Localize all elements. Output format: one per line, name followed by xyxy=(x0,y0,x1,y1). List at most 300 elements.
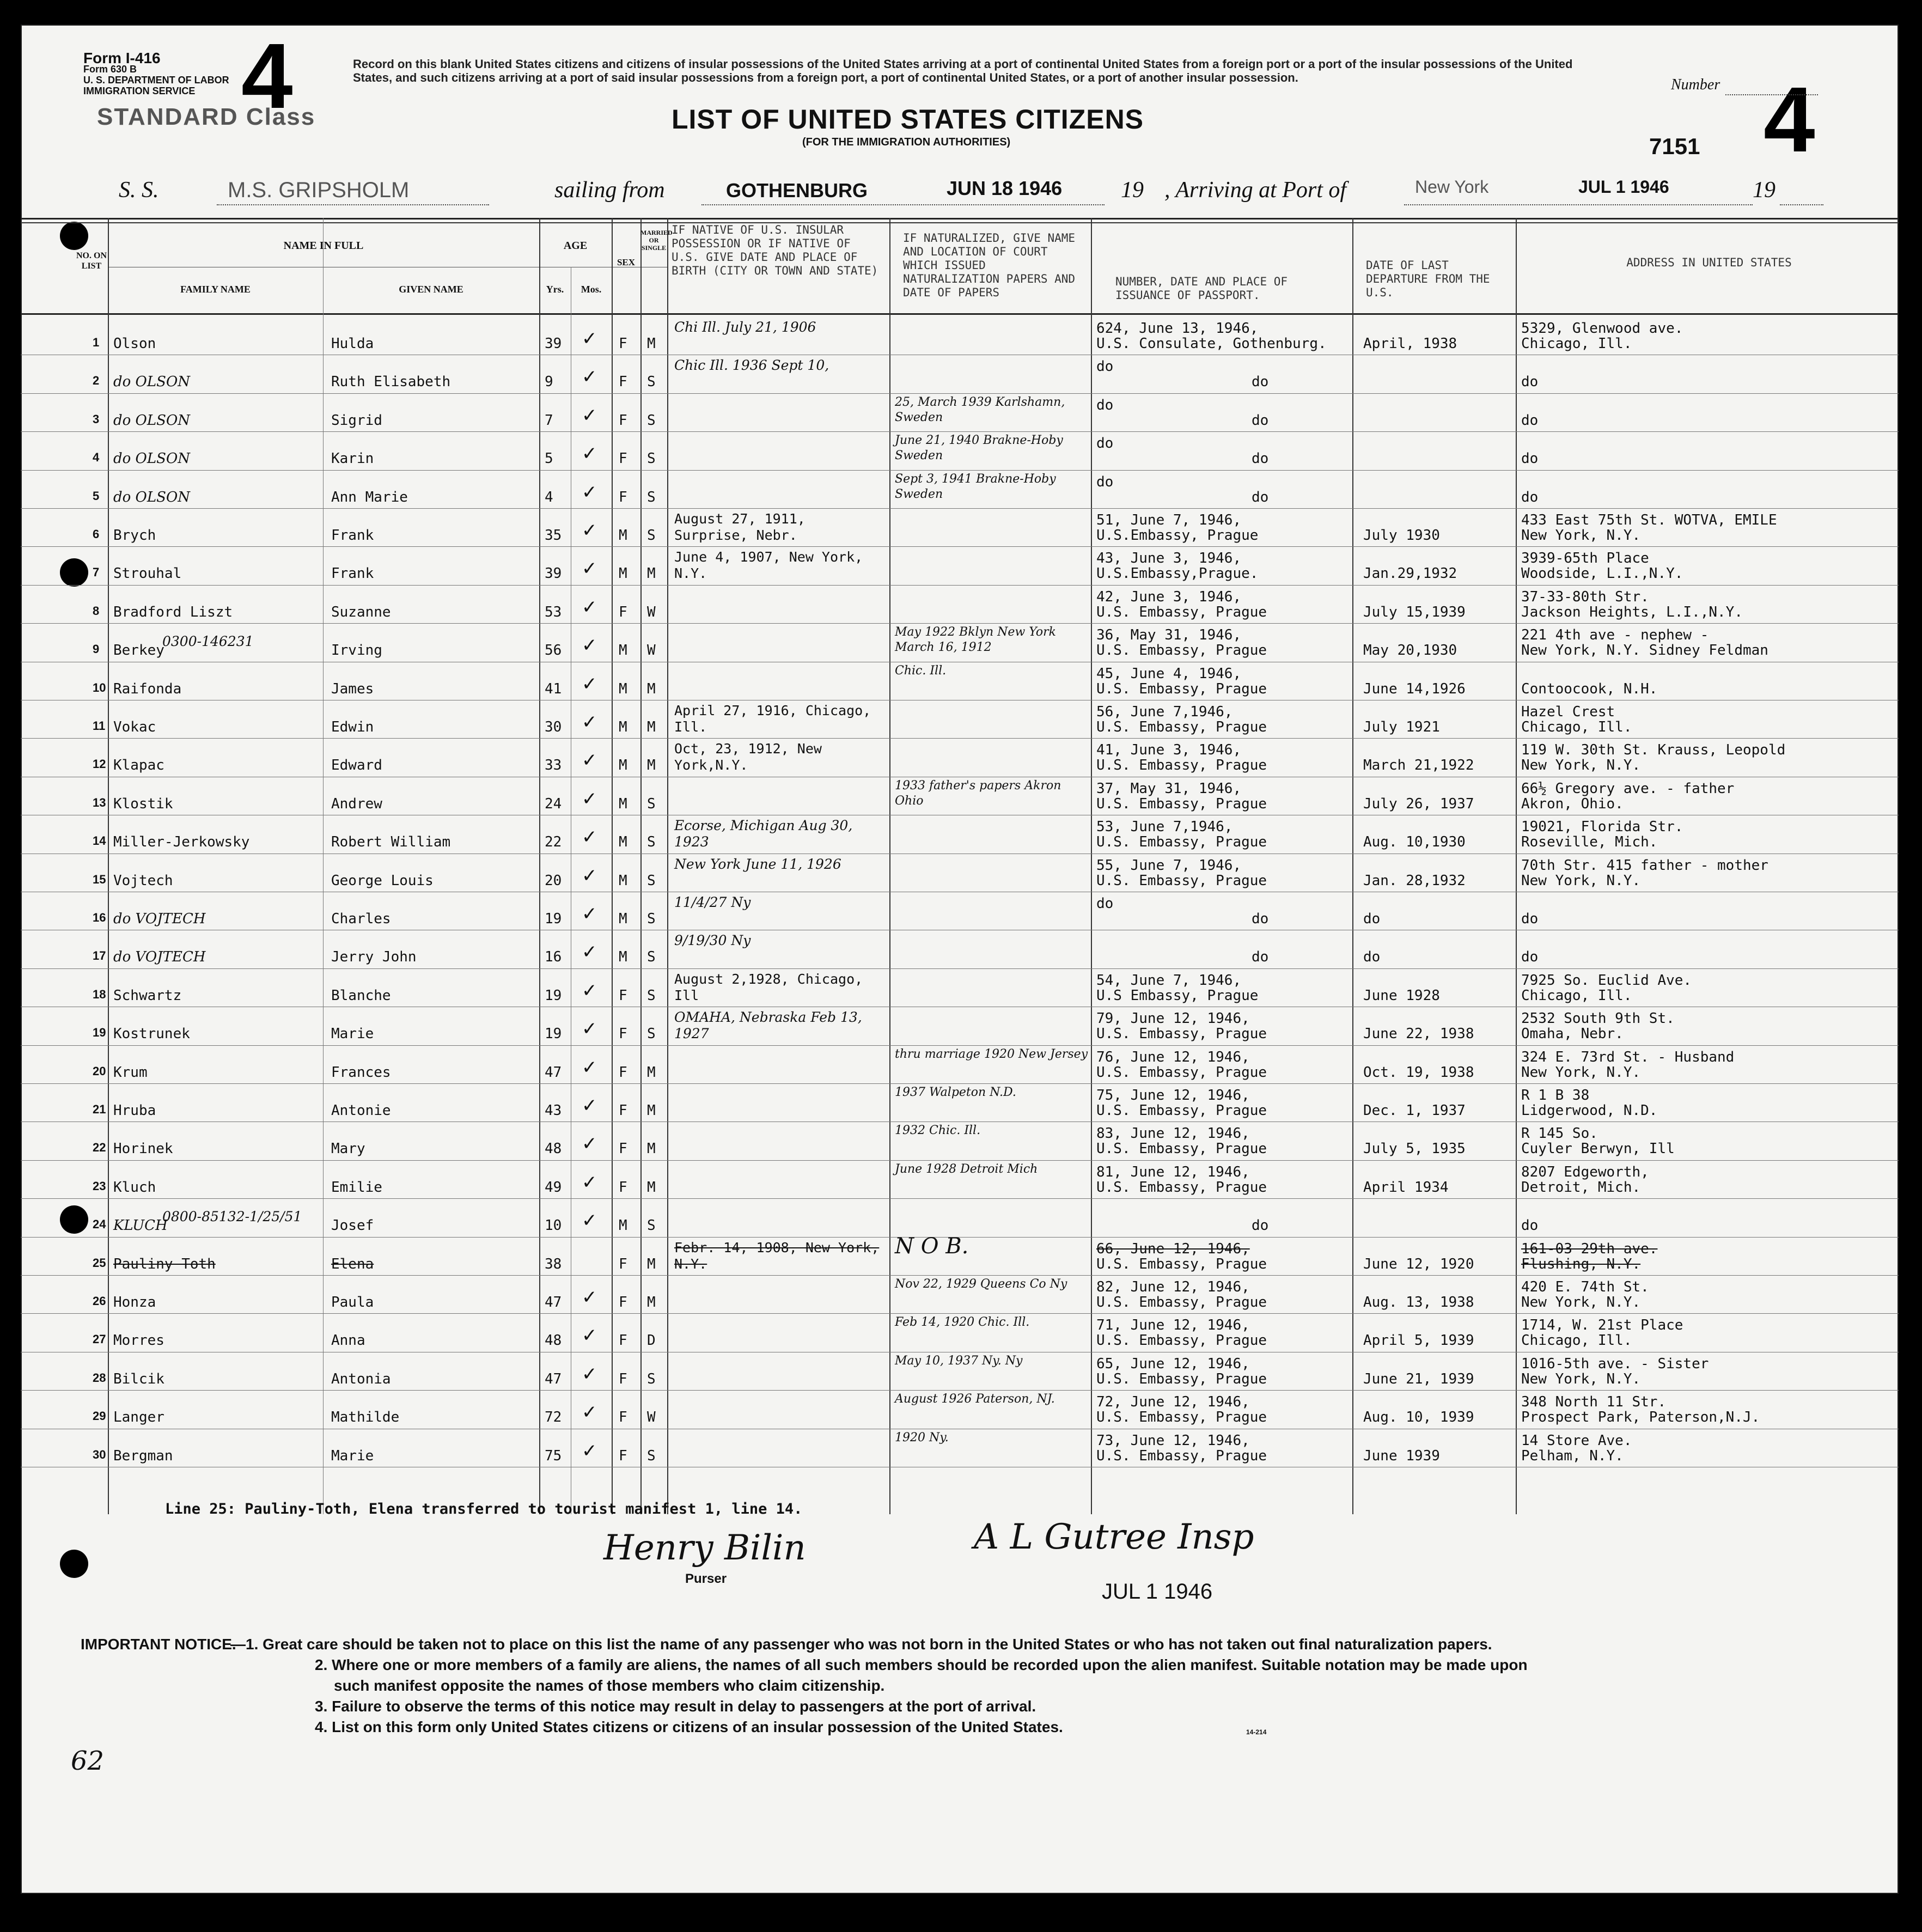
check-mark-icon: ✓ xyxy=(582,864,597,887)
cell-address-line2: Akron, Ohio. xyxy=(1521,795,1624,812)
cell-family: Krum xyxy=(113,1064,148,1081)
col-age: AGE xyxy=(563,240,588,252)
col-naturalized: IF NATURALIZED, GIVE NAME AND LOCATION OF COURT WHICH ISSUED NATURALIZATION PAPERS AND DATE OF PAPERS xyxy=(903,231,1076,299)
cell-address-line2: Omaha, Nebr. xyxy=(1521,1026,1624,1043)
row-number: 21 xyxy=(93,1102,106,1116)
cell-given: Jerry John xyxy=(331,949,417,966)
row-number: 20 xyxy=(93,1064,106,1078)
cell-sex: F xyxy=(619,987,627,1004)
sailing-from-label: sailing from xyxy=(554,178,665,203)
cell-family: Brych xyxy=(113,527,156,544)
cell-address-line1: 420 E. 74th St. xyxy=(1521,1279,1649,1295)
cell-departure: Aug. 13, 1938 xyxy=(1363,1294,1474,1311)
cell-passport-place: U.S Embassy, Prague xyxy=(1096,987,1259,1004)
cell-yrs: 48 xyxy=(545,1141,562,1157)
cell-address-line1: do xyxy=(1521,374,1539,391)
cell-passport-place: U.S. Embassy, Prague xyxy=(1096,834,1267,851)
cell-family: do OLSON xyxy=(113,489,191,505)
row-number: 15 xyxy=(93,872,106,886)
check-mark-icon: ✓ xyxy=(582,1171,597,1193)
cell-family: Hruba xyxy=(113,1102,156,1119)
table-row xyxy=(21,700,1899,739)
cell-family: Langer xyxy=(113,1409,164,1426)
cell-departure: June 12, 1920 xyxy=(1363,1256,1474,1272)
inspector-signature: A L Gutree Insp xyxy=(974,1517,1254,1557)
notice-item: 4. List on this form only United States citizens or citizens of an insular possession of the United States. xyxy=(315,1718,1063,1735)
cell-passport-number: do xyxy=(1096,397,1114,413)
cell-departure: Aug. 10,1930 xyxy=(1363,834,1466,851)
cell-sex: M xyxy=(619,680,627,697)
cell-passport-place: U.S. Embassy, Prague xyxy=(1096,1256,1267,1272)
cell-address-line1: 161-03 29th ave. xyxy=(1521,1240,1658,1257)
form-id xyxy=(83,50,229,96)
cell-birth: 0300-146231 xyxy=(162,633,254,650)
table-row xyxy=(21,586,1899,624)
cell-birth: Chic Ill. 1936 Sept 10, xyxy=(674,357,829,374)
cell-ms: D xyxy=(647,1332,656,1349)
cell-address-line1: 119 W. 30th St. Krauss, Leopold xyxy=(1521,742,1786,759)
cell-sex: M xyxy=(619,642,627,659)
table-row xyxy=(21,1084,1899,1122)
cell-family: do VOJTECH xyxy=(113,911,206,927)
cell-family: Pauliny Toth xyxy=(113,1256,216,1272)
cell-passport-place: do xyxy=(1252,911,1269,927)
cell-birth: August 27, 1911, Surprise, Nebr. xyxy=(674,511,806,543)
cell-ms: S xyxy=(647,834,656,851)
form-id-line: Form 630 B xyxy=(83,64,137,75)
cell-sex: F xyxy=(619,489,627,505)
year-prefix-2: 19 xyxy=(1753,178,1775,203)
cell-birth: April 27, 1916, Chicago, Ill. xyxy=(674,703,871,735)
check-mark-icon: ✓ xyxy=(582,826,597,849)
cell-given: Mary xyxy=(331,1141,365,1157)
table-row xyxy=(21,1199,1899,1237)
cell-passport-place: U.S. Embassy, Prague xyxy=(1096,795,1267,812)
number-value: 7151 xyxy=(1649,133,1700,159)
cell-passport-number: 36, May 31, 1946, xyxy=(1096,627,1242,644)
cell-family: Miller-Jerkowsky xyxy=(113,834,250,851)
cell-ms: M xyxy=(647,1294,656,1311)
cell-passport-number: 45, June 4, 1946, xyxy=(1096,665,1242,682)
row-number: 12 xyxy=(93,757,106,771)
cell-given: Andrew xyxy=(331,795,382,812)
table-row xyxy=(21,930,1899,968)
cell-passport-place: U.S. Embassy, Prague xyxy=(1096,1294,1267,1311)
cell-birth: 9/19/30 Ny xyxy=(674,933,751,949)
row-number: 13 xyxy=(93,795,106,809)
cell-passport-number: 65, June 12, 1946, xyxy=(1096,1355,1250,1372)
purser-signature: Henry Bilin xyxy=(603,1528,806,1568)
cell-passport-number: 76, June 12, 1946, xyxy=(1096,1049,1250,1065)
cell-passport-number: 51, June 7, 1946, xyxy=(1096,512,1242,528)
cell-ms: S xyxy=(647,412,656,429)
cell-yrs: 19 xyxy=(545,987,562,1004)
cell-passport-place: do xyxy=(1252,374,1269,391)
cell-passport-number: 55, June 7, 1946, xyxy=(1096,857,1242,874)
cell-departure: June 1928 xyxy=(1363,987,1440,1004)
cell-birth: 11/4/27 Ny xyxy=(674,894,751,910)
cell-birth: OMAHA, Nebraska Feb 13, 1927 xyxy=(674,1009,862,1042)
arriving-label: , Arriving at Port of xyxy=(1164,178,1347,203)
cell-birth: Febr. 14, 1908, New York, N.Y. xyxy=(674,1239,880,1272)
table-row xyxy=(21,394,1899,432)
cell-passport-number: 54, June 7, 1946, xyxy=(1096,972,1242,989)
row-number: 14 xyxy=(93,834,106,848)
cell-passport-number: 81, June 12, 1946, xyxy=(1096,1163,1250,1180)
form-id-line: U. S. DEPARTMENT OF LABOR xyxy=(83,75,229,86)
cell-naturalization: 25, March 1939 Karlshamn, Sweden xyxy=(895,395,1065,424)
cell-passport-number: 41, June 3, 1946, xyxy=(1096,742,1242,759)
cell-given: Karin xyxy=(331,450,374,467)
row-number: 8 xyxy=(93,604,100,618)
cell-given: Robert William xyxy=(331,834,451,851)
cell-given: Edward xyxy=(331,757,382,774)
cell-address-line1: 37-33-80th Str. xyxy=(1521,588,1649,605)
cell-address-line1: R 1 B 38 xyxy=(1521,1087,1590,1104)
cell-birth: Chi Ill. July 21, 1906 xyxy=(674,319,816,335)
check-mark-icon: ✓ xyxy=(582,328,597,350)
row-number: 11 xyxy=(93,719,106,733)
cell-yrs: 39 xyxy=(545,565,562,582)
table-row xyxy=(21,892,1899,930)
cell-passport-number: 56, June 7,1946, xyxy=(1096,704,1233,720)
cell-given: Ruth Elisabeth xyxy=(331,374,451,391)
cell-passport-place: U.S. Embassy, Prague xyxy=(1096,1370,1267,1387)
cell-passport-place: U.S. Embassy, Prague xyxy=(1096,1332,1267,1349)
cell-yrs: 47 xyxy=(545,1294,562,1311)
punch-hole xyxy=(60,1550,88,1578)
page-mark: 62 xyxy=(71,1746,105,1776)
notice-item: such manifest opposite the names of those members who claim citizenship. xyxy=(334,1677,885,1694)
cell-address-line2: New York, N.Y. xyxy=(1521,527,1641,544)
cell-departure: July 5, 1935 xyxy=(1363,1141,1466,1157)
cell-ms: M xyxy=(647,1256,656,1272)
check-mark-icon: ✓ xyxy=(582,366,597,388)
table-row xyxy=(21,317,1899,355)
col-departure: DATE OF LAST DEPARTURE FROM THE U.S. xyxy=(1366,259,1490,299)
cell-given: Irving xyxy=(331,642,382,659)
cell-sex: F xyxy=(619,1332,627,1349)
cell-address-line2: Woodside, L.I.,N.Y. xyxy=(1521,565,1683,582)
col-given-name: GIVEN NAME xyxy=(399,284,463,295)
table-row xyxy=(21,624,1899,662)
form-id-line: IMMIGRATION SERVICE xyxy=(83,86,196,96)
table-row xyxy=(21,854,1899,892)
cell-address-line1: 7925 So. Euclid Ave. xyxy=(1521,972,1692,989)
table-row xyxy=(21,739,1899,777)
cell-family: do OLSON xyxy=(113,450,191,467)
cell-departure: May 20,1930 xyxy=(1363,642,1457,659)
form-number: 14-214 xyxy=(1246,1728,1267,1736)
cell-birth: New York June 11, 1926 xyxy=(674,856,841,872)
cell-family: Morres xyxy=(113,1332,164,1349)
cell-family: Vojtech xyxy=(113,872,173,889)
cell-yrs: 4 xyxy=(545,489,553,505)
cell-sex: F xyxy=(619,1294,627,1311)
cell-address-line1: Hazel Crest xyxy=(1521,704,1615,720)
cell-address-line2: New York, N.Y. xyxy=(1521,872,1641,889)
cell-passport-place: U.S. Embassy, Prague xyxy=(1096,1026,1267,1043)
cell-passport-number: 42, June 3, 1946, xyxy=(1096,588,1242,605)
cell-passport-place: U.S. Embassy, Prague xyxy=(1096,872,1267,889)
cell-given: George Louis xyxy=(331,872,434,889)
cell-birth: June 4, 1907, New York, N.Y. xyxy=(674,549,863,582)
cell-address-line2: Roseville, Mich. xyxy=(1521,834,1658,851)
form-id-line: Form I-416 xyxy=(83,50,161,66)
cell-passport-place: U.S. Embassy, Prague xyxy=(1096,680,1267,697)
check-mark-icon: ✓ xyxy=(582,941,597,964)
table-row xyxy=(21,471,1899,509)
cell-passport-number: 71, June 12, 1946, xyxy=(1096,1317,1250,1334)
cell-family: Raifonda xyxy=(113,680,182,697)
cell-ms: S xyxy=(647,1217,656,1234)
cell-birth: Oct, 23, 1912, New York,N.Y. xyxy=(674,741,822,773)
cell-passport-number: 624, June 13, 1946, xyxy=(1096,320,1259,337)
cell-address-line2: New York, N.Y. xyxy=(1521,757,1641,774)
cell-given: Frank xyxy=(331,565,374,582)
preamble: Record on this blank United States citizens and citizens of insular possessions of the United States arriving at a port of continental United States from a foreign port or a port of the insular possessions of the United States, and such citizens arriving at a port of said insular possessions from a foreign port, a port of continental United States, or a port of another insular possession. xyxy=(353,57,1573,84)
cell-address-line2: Chicago, Ill. xyxy=(1521,1332,1632,1349)
col-address: ADDRESS IN UNITED STATES xyxy=(1626,256,1792,269)
cell-ms: S xyxy=(647,949,656,966)
cell-address-line1: 221 4th ave - nephew - xyxy=(1521,627,1709,644)
cell-passport-number: do xyxy=(1096,895,1114,912)
cell-ms: M xyxy=(647,719,656,735)
cell-yrs: 19 xyxy=(545,911,562,927)
cell-ms: W xyxy=(647,604,656,620)
cell-passport-place: do xyxy=(1252,489,1269,505)
cell-passport-number: 82, June 12, 1946, xyxy=(1096,1279,1250,1295)
cell-passport-place: do xyxy=(1252,1217,1269,1234)
cell-departure: April, 1938 xyxy=(1363,336,1457,352)
class-stamp: STANDARD Class xyxy=(97,103,316,130)
table-row xyxy=(21,1007,1899,1045)
cell-sex: F xyxy=(619,1447,627,1464)
cell-address-line1: do xyxy=(1521,412,1539,429)
cell-naturalization: N O B. xyxy=(895,1233,969,1259)
cell-passport-number: do xyxy=(1096,358,1114,375)
cell-given: Elena xyxy=(331,1256,374,1272)
cell-ms: S xyxy=(647,1026,656,1043)
cell-ms: S xyxy=(647,489,656,505)
table-row xyxy=(21,777,1899,815)
col-no-on-list: NO. ON LIST xyxy=(76,251,107,271)
cell-given: Emilie xyxy=(331,1179,382,1196)
row-number: 23 xyxy=(93,1179,106,1193)
row-number: 18 xyxy=(93,987,106,1001)
cell-departure: Aug. 10, 1939 xyxy=(1363,1409,1474,1426)
cell-ms: S xyxy=(647,872,656,889)
cell-yrs: 35 xyxy=(545,527,562,544)
cell-yrs: 48 xyxy=(545,1332,562,1349)
cell-yrs: 24 xyxy=(545,795,562,812)
cell-naturalization: 1932 Chic. Ill. xyxy=(895,1124,981,1138)
big-number-left: 4 xyxy=(241,25,293,128)
cell-naturalization: Feb 14, 1920 Chic. Ill. xyxy=(895,1315,1030,1330)
cell-yrs: 10 xyxy=(545,1217,562,1234)
purser-label: Purser xyxy=(685,1571,727,1586)
cell-given: Paula xyxy=(331,1294,374,1311)
row-number: 22 xyxy=(93,1141,106,1155)
cell-passport-number: 73, June 12, 1946, xyxy=(1096,1432,1250,1449)
row-number: 6 xyxy=(93,527,100,541)
cell-yrs: 39 xyxy=(545,336,562,352)
cell-naturalization: Nov 22, 1929 Queens Co Ny xyxy=(895,1277,1067,1291)
cell-sex: F xyxy=(619,1064,627,1081)
cell-yrs: 47 xyxy=(545,1064,562,1081)
cell-passport-number: 72, June 12, 1946, xyxy=(1096,1394,1250,1411)
cell-family: Bilcik xyxy=(113,1370,164,1387)
cell-family: Strouhal xyxy=(113,565,182,582)
cell-sex: M xyxy=(619,872,627,889)
page-title: LIST OF UNITED STATES CITIZENS xyxy=(672,104,1144,135)
cell-given: Anna xyxy=(331,1332,365,1349)
cell-yrs: 30 xyxy=(545,719,562,735)
col-mos: Mos. xyxy=(581,284,602,295)
cell-naturalization: Sept 3, 1941 Brakne-Hoby Sweden xyxy=(895,472,1056,501)
cell-given: Charles xyxy=(331,911,391,927)
row-number: 28 xyxy=(93,1370,106,1385)
cell-yrs: 38 xyxy=(545,1256,562,1272)
cell-ms: W xyxy=(647,1409,656,1426)
cell-naturalization: August 1926 Paterson, NJ. xyxy=(895,1392,1055,1406)
cell-address-line1: 433 East 75th St. WOTVA, EMILE xyxy=(1521,512,1777,528)
cell-given: Frances xyxy=(331,1064,391,1081)
table-row xyxy=(21,1276,1899,1314)
cell-departure: Jan. 28,1932 xyxy=(1363,872,1466,889)
cell-passport-number: 37, May 31, 1946, xyxy=(1096,780,1242,797)
cell-passport-place: U.S. Consulate, Gothenburg. xyxy=(1096,336,1327,352)
cell-yrs: 22 xyxy=(545,834,562,851)
cell-sex: M xyxy=(619,1217,627,1234)
cell-ms: S xyxy=(647,795,656,812)
cell-departure: do xyxy=(1363,949,1381,966)
check-mark-icon: ✓ xyxy=(582,1095,597,1117)
cell-sex: F xyxy=(619,450,627,467)
cell-passport-place: U.S. Embassy, Prague xyxy=(1096,1179,1267,1196)
cell-family: Klostik xyxy=(113,795,173,812)
col-name-in-full: NAME IN FULL xyxy=(283,240,364,252)
cell-given: James xyxy=(331,680,374,697)
cell-sex: M xyxy=(619,795,627,812)
cell-address-line1: do xyxy=(1521,949,1539,966)
cell-passport-place: U.S.Embassy,Prague. xyxy=(1096,565,1259,582)
table-row xyxy=(21,509,1899,547)
cell-address-line2: Chicago, Ill. xyxy=(1521,336,1632,352)
table-row xyxy=(21,1233,1899,1276)
check-mark-icon: ✓ xyxy=(582,1210,597,1232)
col-family-name: FAMILY NAME xyxy=(180,284,251,295)
cell-address-line1: 348 North 11 Str. xyxy=(1521,1394,1667,1411)
cell-ms: M xyxy=(647,1141,656,1157)
cell-given: Hulda xyxy=(331,336,374,352)
cell-sex: F xyxy=(619,1026,627,1043)
table-row xyxy=(21,662,1899,700)
check-mark-icon: ✓ xyxy=(582,1401,597,1424)
cell-address-line1: do xyxy=(1521,489,1539,505)
row-number: 7 xyxy=(93,565,100,580)
cell-given: Marie xyxy=(331,1447,374,1464)
cell-departure: July 1930 xyxy=(1363,527,1440,544)
cell-ms: M xyxy=(647,565,656,582)
cell-passport-place: U.S. Embassy, Prague xyxy=(1096,1409,1267,1426)
cell-passport-place: do xyxy=(1252,450,1269,467)
cell-yrs: 75 xyxy=(545,1447,562,1464)
cell-address-line1: 2532 South 9th St. xyxy=(1521,1010,1675,1027)
cell-address-line2: Flushing, N.Y. xyxy=(1521,1256,1641,1272)
cell-sex: F xyxy=(619,1179,627,1196)
cell-passport-place: do xyxy=(1252,412,1269,429)
check-mark-icon: ✓ xyxy=(582,558,597,580)
cell-address-line1: 3939-65th Place xyxy=(1521,550,1649,567)
cell-yrs: 53 xyxy=(545,604,562,620)
check-mark-icon: ✓ xyxy=(582,673,597,695)
table-row xyxy=(21,1314,1899,1352)
cell-address-line2: New York, N.Y. xyxy=(1521,1294,1641,1311)
table-row xyxy=(21,1429,1899,1467)
cell-sex: F xyxy=(619,374,627,391)
table-row xyxy=(21,815,1899,854)
cell-departure: June 21, 1939 xyxy=(1363,1370,1474,1387)
table-row xyxy=(21,1046,1899,1084)
check-mark-icon: ✓ xyxy=(582,596,597,618)
cell-passport-place: U.S. Embassy, Prague xyxy=(1096,1064,1267,1081)
cell-passport-number: do xyxy=(1096,473,1114,490)
cell-family: do OLSON xyxy=(113,412,191,429)
cell-yrs: 9 xyxy=(545,374,553,391)
cell-sex: M xyxy=(619,719,627,735)
cell-birth: August 2,1928, Chicago, Ill xyxy=(674,971,863,1003)
check-mark-icon: ✓ xyxy=(582,1363,597,1385)
check-mark-icon: ✓ xyxy=(582,404,597,426)
sailing-port: GOTHENBURG xyxy=(726,179,868,202)
check-mark-icon: ✓ xyxy=(582,520,597,541)
cell-address-line1: 1016-5th ave. - Sister xyxy=(1521,1355,1709,1372)
col-yrs: Yrs. xyxy=(546,284,564,295)
cell-departure: Oct. 19, 1938 xyxy=(1363,1064,1474,1081)
cell-yrs: 41 xyxy=(545,680,562,697)
cell-given: Suzanne xyxy=(331,604,391,620)
cell-ms: M xyxy=(647,1179,656,1196)
cell-given: Ann Marie xyxy=(331,489,408,505)
cell-family: Kluch xyxy=(113,1179,156,1196)
cell-ms: M xyxy=(647,1064,656,1081)
row-number: 17 xyxy=(93,949,106,963)
cell-departure: do xyxy=(1363,911,1381,927)
cell-address-line1: 66½ Gregory ave. - father xyxy=(1521,780,1735,797)
cell-passport-place: U.S. Embassy, Prague xyxy=(1096,642,1267,659)
cell-yrs: 56 xyxy=(545,642,562,659)
table-row xyxy=(21,547,1899,585)
cell-birth: Ecorse, Michigan Aug 30, 1923 xyxy=(674,818,853,850)
check-mark-icon: ✓ xyxy=(582,1018,597,1040)
row-number: 16 xyxy=(93,911,106,924)
row-number: 1 xyxy=(93,336,100,349)
check-mark-icon: ✓ xyxy=(582,481,597,503)
row-number: 30 xyxy=(93,1447,106,1461)
arrival-port: New York xyxy=(1415,177,1489,197)
row-number: 4 xyxy=(93,450,100,465)
col-married: MARRIED OR SINGLE xyxy=(640,229,673,252)
check-mark-icon: ✓ xyxy=(582,903,597,925)
cell-sex: F xyxy=(619,336,627,352)
cell-address-line2: Detroit, Mich. xyxy=(1521,1179,1641,1196)
row-number: 29 xyxy=(93,1409,106,1423)
cell-given: Josef xyxy=(331,1217,374,1234)
cell-family: Honza xyxy=(113,1294,156,1311)
check-mark-icon: ✓ xyxy=(582,1287,597,1308)
cell-sex: F xyxy=(619,1409,627,1426)
